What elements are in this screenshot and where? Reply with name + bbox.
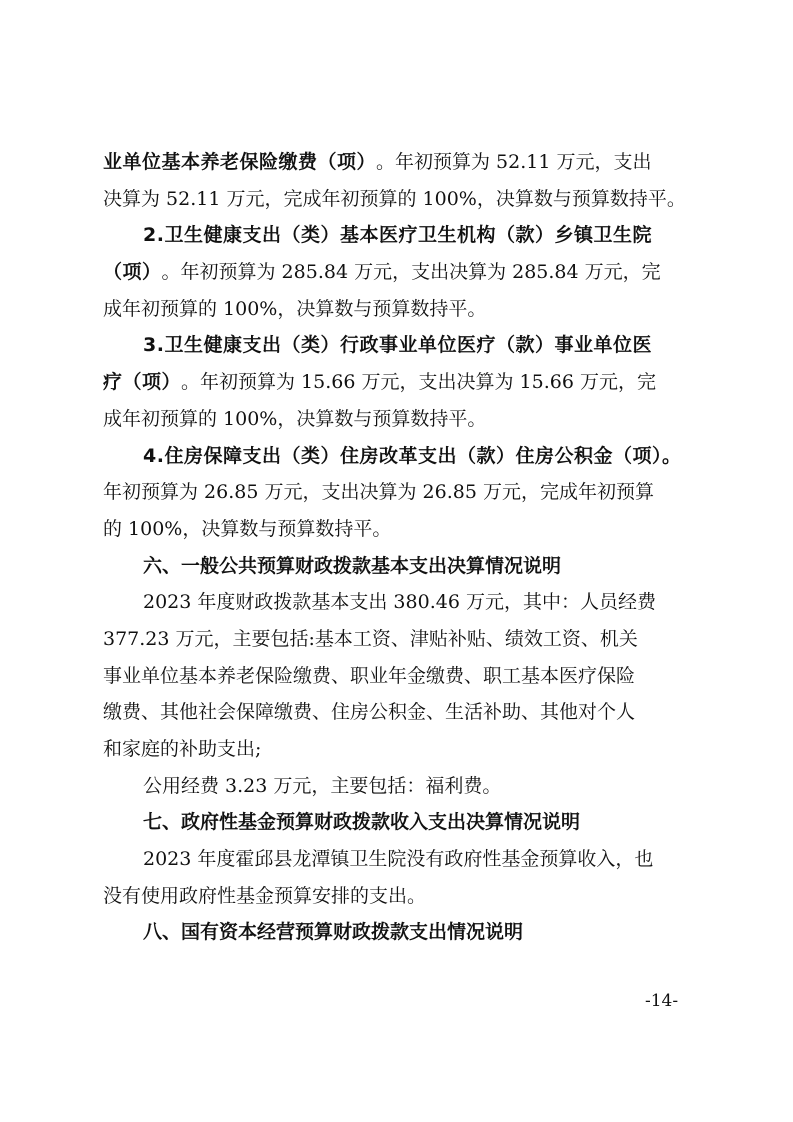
paragraph-line	[103, 254, 693, 291]
paragraph-line	[103, 841, 693, 878]
paragraph-line	[103, 511, 693, 548]
body-text: 成年初预算的 100%，决算数与预算数持平。	[103, 297, 487, 320]
body-text: 2023 年度霍邱县龙潭镇卫生院没有政府性基金预算收入，也	[143, 848, 654, 871]
bold-heading-text: 2.卫生健康支出（类）基本医疗卫生机构（款）乡镇卫生院	[143, 224, 652, 247]
bold-heading-text: 业单位基本养老保险缴费（项）	[103, 151, 377, 173]
bold-heading-text: 疗（项）	[103, 371, 182, 394]
body-text: 公用经费 3.23 万元，主要包括：福利费。	[143, 774, 502, 797]
bold-heading-text: 3.卫生健康支出（类）行政事业单位医疗（款）事业单位医	[143, 334, 652, 357]
body-text: 的 100%，决算数与预算数持平。	[103, 517, 392, 540]
paragraph-line	[103, 694, 693, 731]
body-text: 缴费、其他社会保障缴费、住房公积金、生活补助、其他对个人	[103, 701, 636, 724]
paragraph-line	[103, 181, 693, 218]
body-text: 377.23 万元，主要包括:基本工资、津贴补贴、绩效工资、机关	[103, 627, 638, 650]
paragraph-line	[103, 584, 693, 621]
body-text: 年初预算为 26.85 万元，支出决算为 26.85 万元，完成年初预算	[103, 481, 654, 504]
bold-heading-text: （项）	[103, 261, 162, 284]
paragraph-line	[103, 327, 693, 364]
page-number: -14-	[645, 991, 679, 1011]
section-title: 七、政府性基金预算财政拨款收入支出决算情况说明	[143, 811, 581, 834]
body-text: 。年初预算为 52.11 万元，支出	[376, 151, 652, 173]
paragraph-line	[103, 731, 693, 768]
paragraph-line	[103, 768, 693, 805]
paragraph-line	[103, 658, 693, 695]
paragraph-line	[103, 474, 693, 511]
body-text: 2023 年度财政拨款基本支出 380.46 万元，其中：人员经费	[143, 591, 656, 614]
body-text: 成年初预算的 100%，决算数与预算数持平。	[103, 407, 487, 430]
bold-heading-text: 4.住房保障支出（类）住房改革支出（款）住房公积金（项）。	[143, 444, 682, 467]
paragraph-line	[103, 291, 693, 328]
body-text: 决算为 52.11 万元，完成年初预算的 100%，决算数与预算数持平。	[103, 187, 686, 210]
paragraph-line	[103, 217, 693, 254]
body-text: 没有使用政府性基金预算安排的支出。	[103, 884, 427, 907]
body-text: 事业单位基本养老保险缴费、职业年金缴费、职工基本医疗保险	[103, 664, 636, 687]
body-text: 和家庭的补助支出;	[103, 738, 262, 760]
section-title: 六、一般公共预算财政拨款基本支出决算情况说明	[143, 554, 562, 577]
paragraph-line	[103, 878, 693, 915]
document-body	[103, 144, 693, 951]
body-text: 。年初预算为 15.66 万元，支出决算为 15.66 万元，完	[181, 371, 656, 394]
paragraph-line	[103, 364, 693, 401]
body-text: 。年初预算为 285.84 万元，支出决算为 285.84 万元，完	[161, 261, 661, 284]
paragraph-line	[103, 621, 693, 658]
paragraph-line	[103, 438, 693, 475]
paragraph-line	[103, 144, 693, 181]
section-title: 八、国有资本经营预算财政拨款支出情况说明	[143, 921, 524, 944]
paragraph-line	[103, 401, 693, 438]
